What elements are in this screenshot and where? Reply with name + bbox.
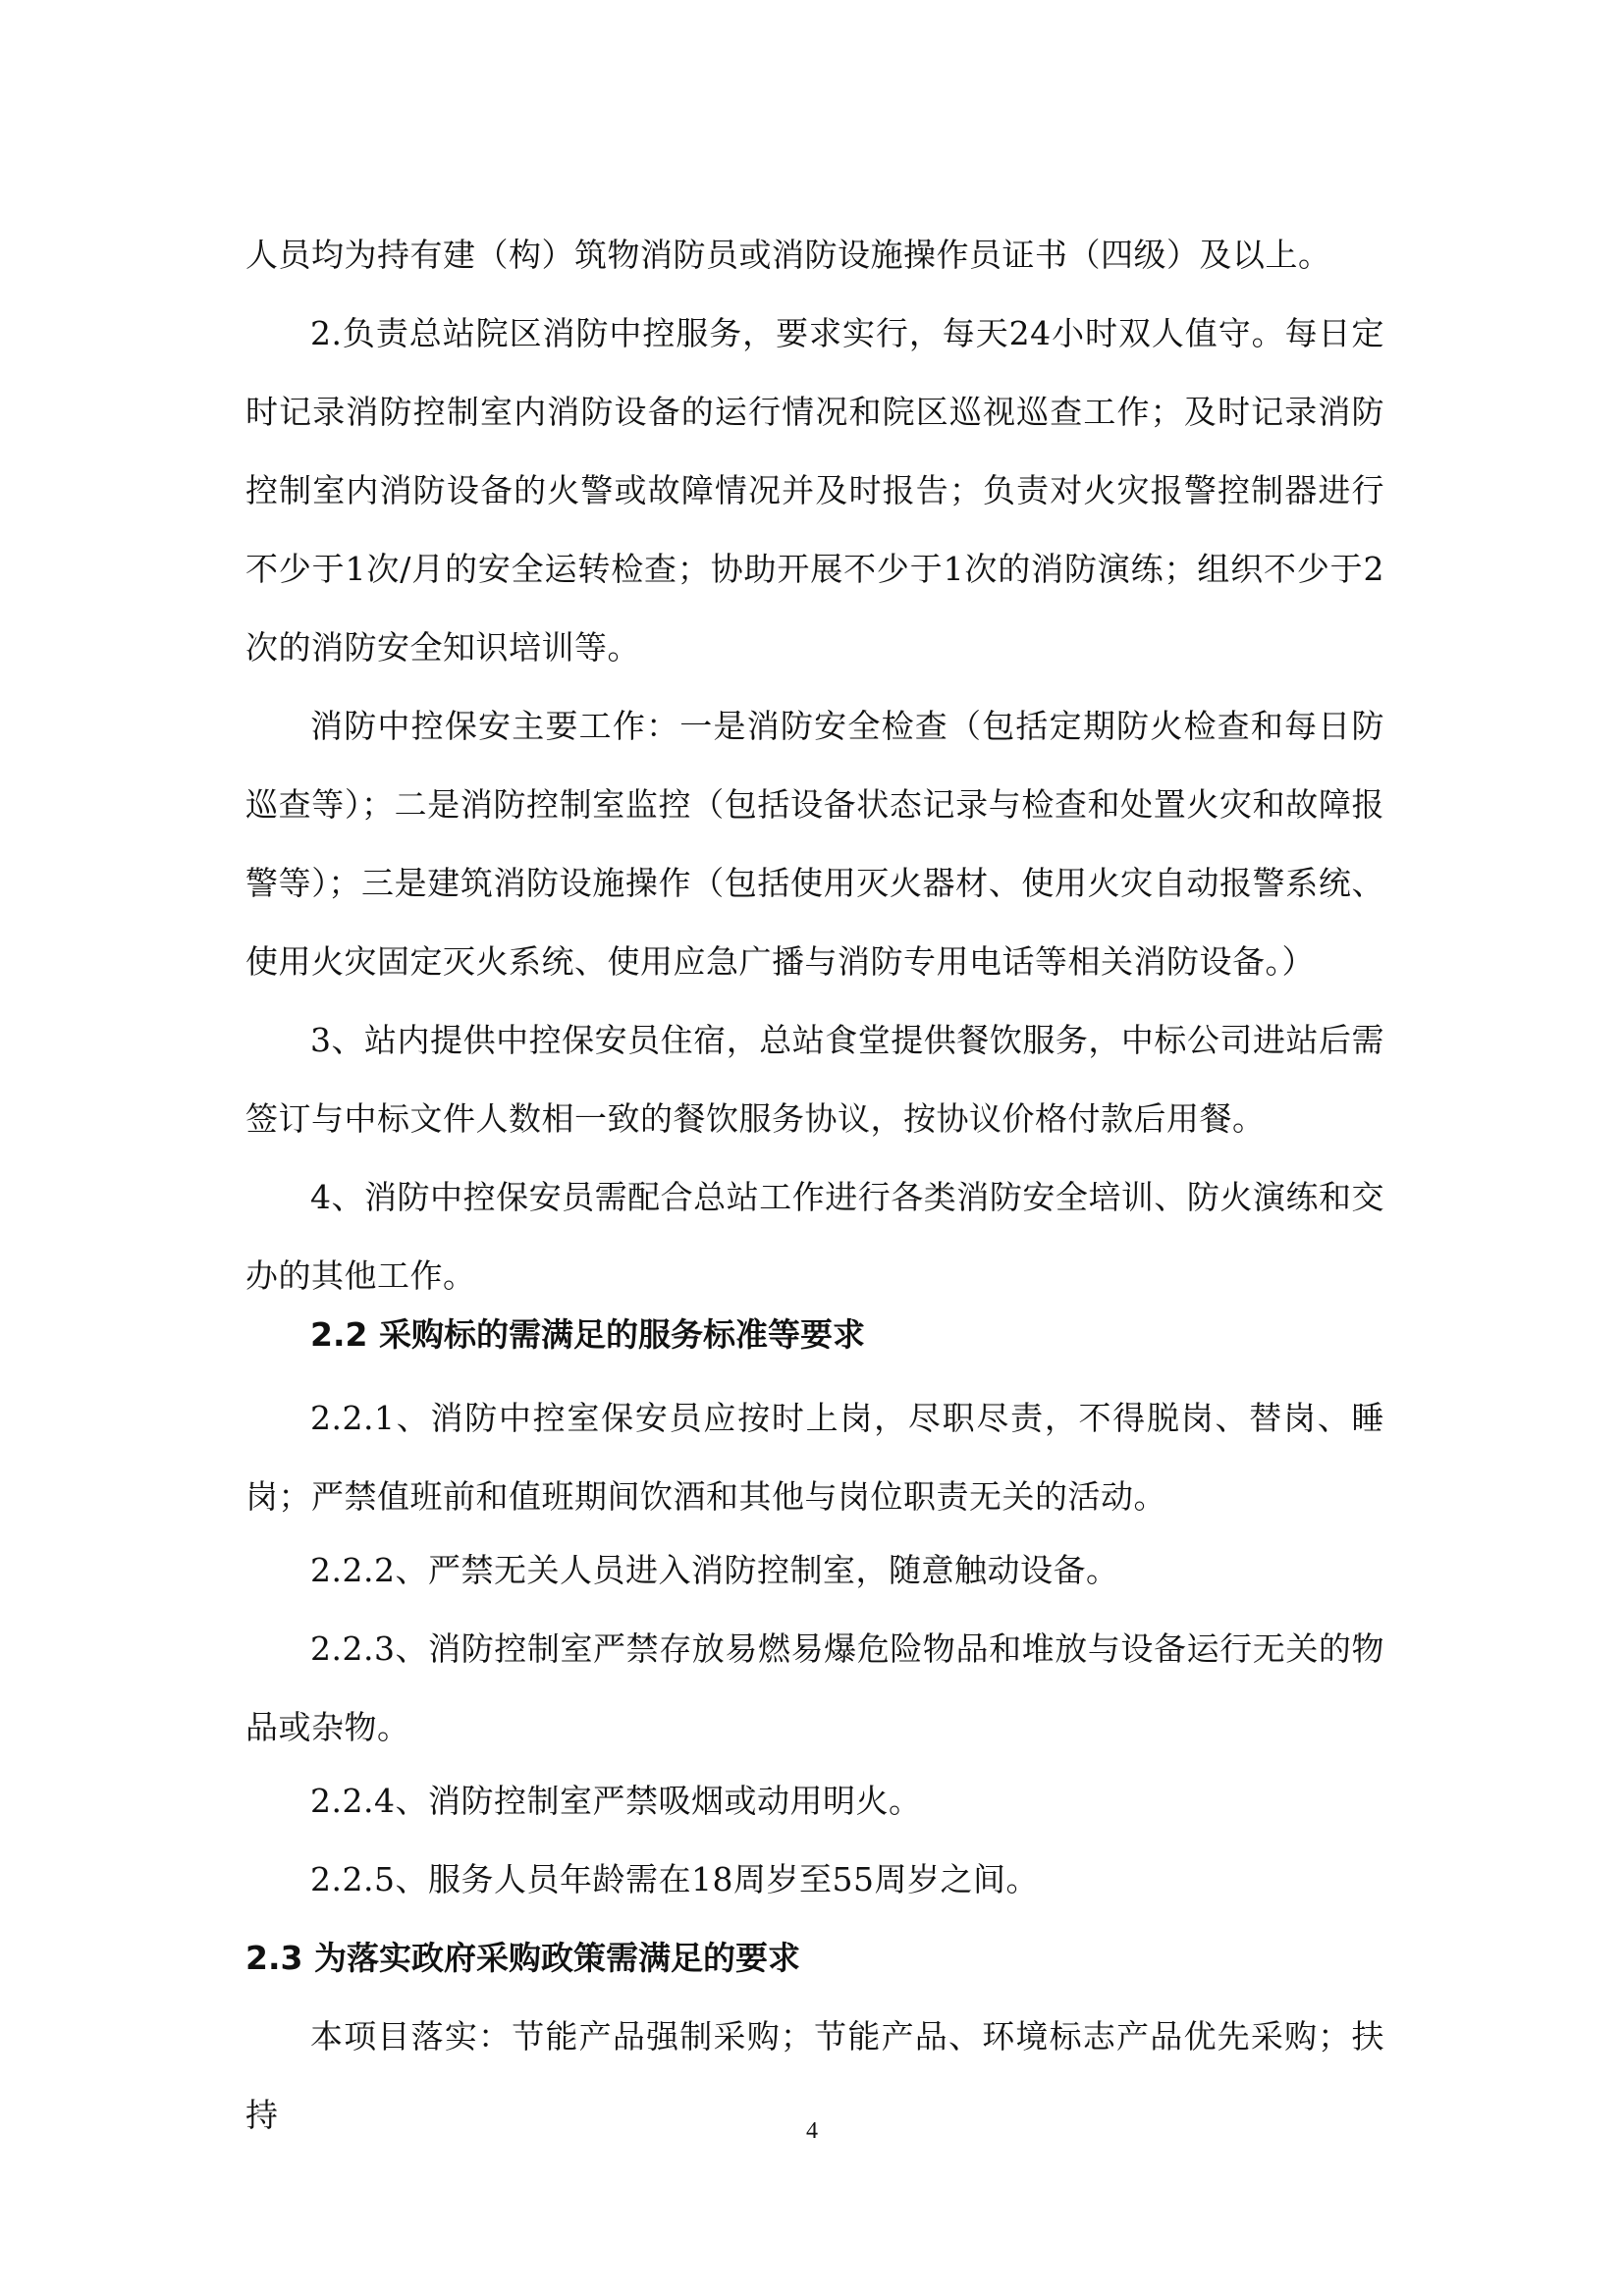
paragraph-item-3: 3、站内提供中控保安员住宿，总站食堂提供餐饮服务，中标公司进站后需签订与中标文件人数相一致的餐饮服务协议，按协议价格付款后用餐。 xyxy=(245,1021,1384,1138)
paragraph-main-work: 消防中控保安主要工作：一是消防安全检查（包括定期防火检查和每日防巡查等）；二是消防控制室监控（包括设备状态记录与检查和处置火灾和故障报警等）；三是建筑消防设施操作（包括使用灭火器材、使用火灾自动报警系统、使用火灾固定灭火系统、使用应急广播与消防专用电话等相关消防设备。） xyxy=(245,707,1384,981)
paragraph-continuation: 人员均为持有建（构）筑物消防员或消防设施操作员证书（四级）及以上。 xyxy=(245,236,1331,274)
section-2-2-heading: 2.2 采购标的需满足的服务标准等要求 xyxy=(310,1315,865,1354)
page-number: 4 xyxy=(806,2118,818,2144)
item-2-2-3: 2.2.3、消防控制室严禁存放易燃易爆危险物品和堆放与设备运行无关的物品或杂物。 xyxy=(245,1629,1384,1746)
section-2-3-heading: 2.3 为落实政府采购政策需满足的要求 xyxy=(245,1939,800,1977)
item-2-2-2: 2.2.2、严禁无关人员进入消防控制室，随意触动设备。 xyxy=(310,1551,1119,1589)
section-2-3-paragraph: 本项目落实：节能产品强制采购；节能产品、环境标志产品优先采购；扶持 xyxy=(245,2017,1384,2134)
item-2-2-5: 2.2.5、服务人员年龄需在18周岁至55周岁之间。 xyxy=(310,1860,1039,1898)
item-2-2-4: 2.2.4、消防控制室严禁吸烟或动用明火。 xyxy=(310,1782,922,1820)
paragraph-item-4: 4、消防中控保安员需配合总站工作进行各类消防安全培训、防火演练和交办的其他工作。 xyxy=(245,1178,1384,1295)
paragraph-item-2: 2.负责总站院区消防中控服务，要求实行，每天24小时双人值守。每日定时记录消防控制室内消防设备的运行情况和院区巡视巡查工作；及时记录消防控制室内消防设备的火警或故障情况并及时报告；负责对火灾报警控制器进行不少于1次/月的安全运转检查；协助开展不少于1次的消防演练；组织不少于2次的消防安全知识培训等。 xyxy=(245,314,1384,667)
item-2-2-1: 2.2.1、消防中控室保安员应按时上岗，尽职尽责，不得脱岗、替岗、睡岗；严禁值班前和值班期间饮酒和其他与岗位职责无关的活动。 xyxy=(245,1399,1384,1516)
